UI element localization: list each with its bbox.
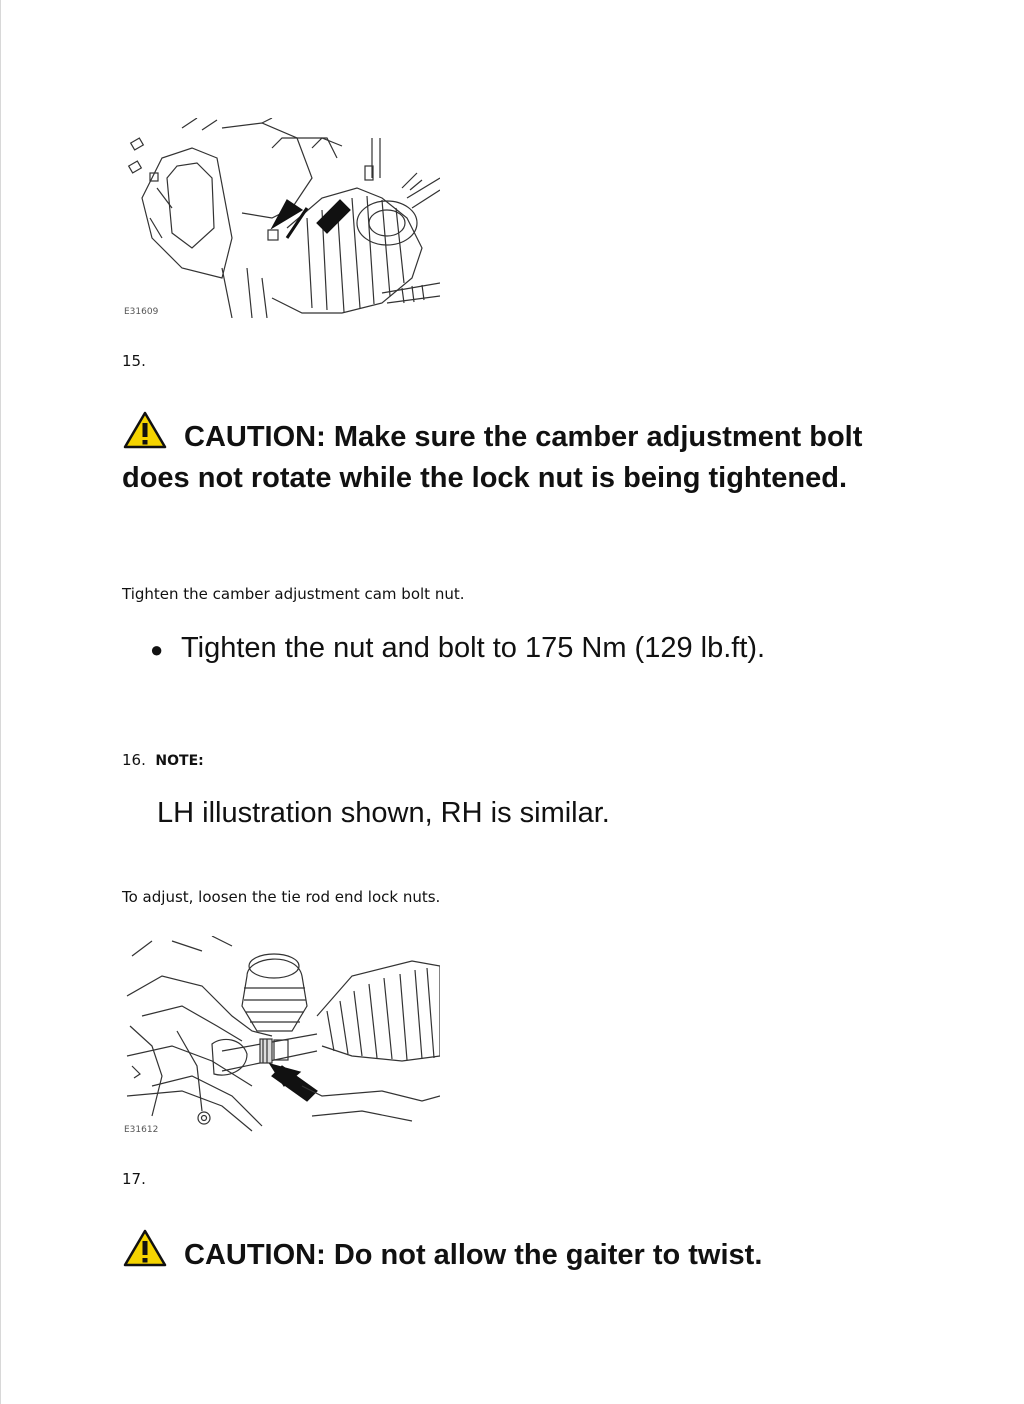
caution-text: CAUTION: Do not allow the gaiter to twist. bbox=[184, 1239, 763, 1271]
list-item bbox=[150, 632, 765, 665]
page-edge bbox=[0, 0, 1, 1404]
step-number-label: 16. bbox=[122, 751, 146, 769]
illustration-e31612 bbox=[122, 936, 440, 1136]
caution-block bbox=[122, 410, 882, 499]
bullet-dot: ● bbox=[150, 637, 164, 662]
instruction-label: To adjust, loosen the tie rod end lock nuts. bbox=[122, 888, 441, 906]
instruction-text bbox=[122, 888, 440, 906]
instruction-text bbox=[122, 585, 464, 603]
list-item-text: Tighten the nut and bolt to 175 Nm (129 lb.ft). bbox=[181, 632, 766, 664]
caution-block bbox=[122, 1228, 882, 1276]
step-number-label: 17. bbox=[122, 1170, 146, 1188]
note-label: NOTE: bbox=[155, 753, 204, 769]
step-number bbox=[122, 352, 146, 370]
figure-code: E31612 bbox=[124, 1125, 159, 1135]
figure-code: E31609 bbox=[124, 307, 159, 317]
note-text-content: LH illustration shown, RH is similar. bbox=[157, 797, 610, 829]
note-text bbox=[157, 797, 610, 830]
caution-text: CAUTION: Make sure the camber adjustment bolt does not rotate while the lock nut is being tightened. bbox=[122, 421, 863, 494]
step-number bbox=[122, 751, 204, 769]
warning-triangle-icon bbox=[122, 410, 168, 450]
step-number-label: 15. bbox=[122, 352, 146, 370]
instruction-label: Tighten the camber adjustment cam bolt nut. bbox=[122, 585, 465, 603]
bullet-list bbox=[150, 632, 765, 665]
illustration-e31609 bbox=[122, 118, 440, 318]
step-number bbox=[122, 1170, 146, 1188]
warning-triangle-icon bbox=[122, 1228, 168, 1268]
